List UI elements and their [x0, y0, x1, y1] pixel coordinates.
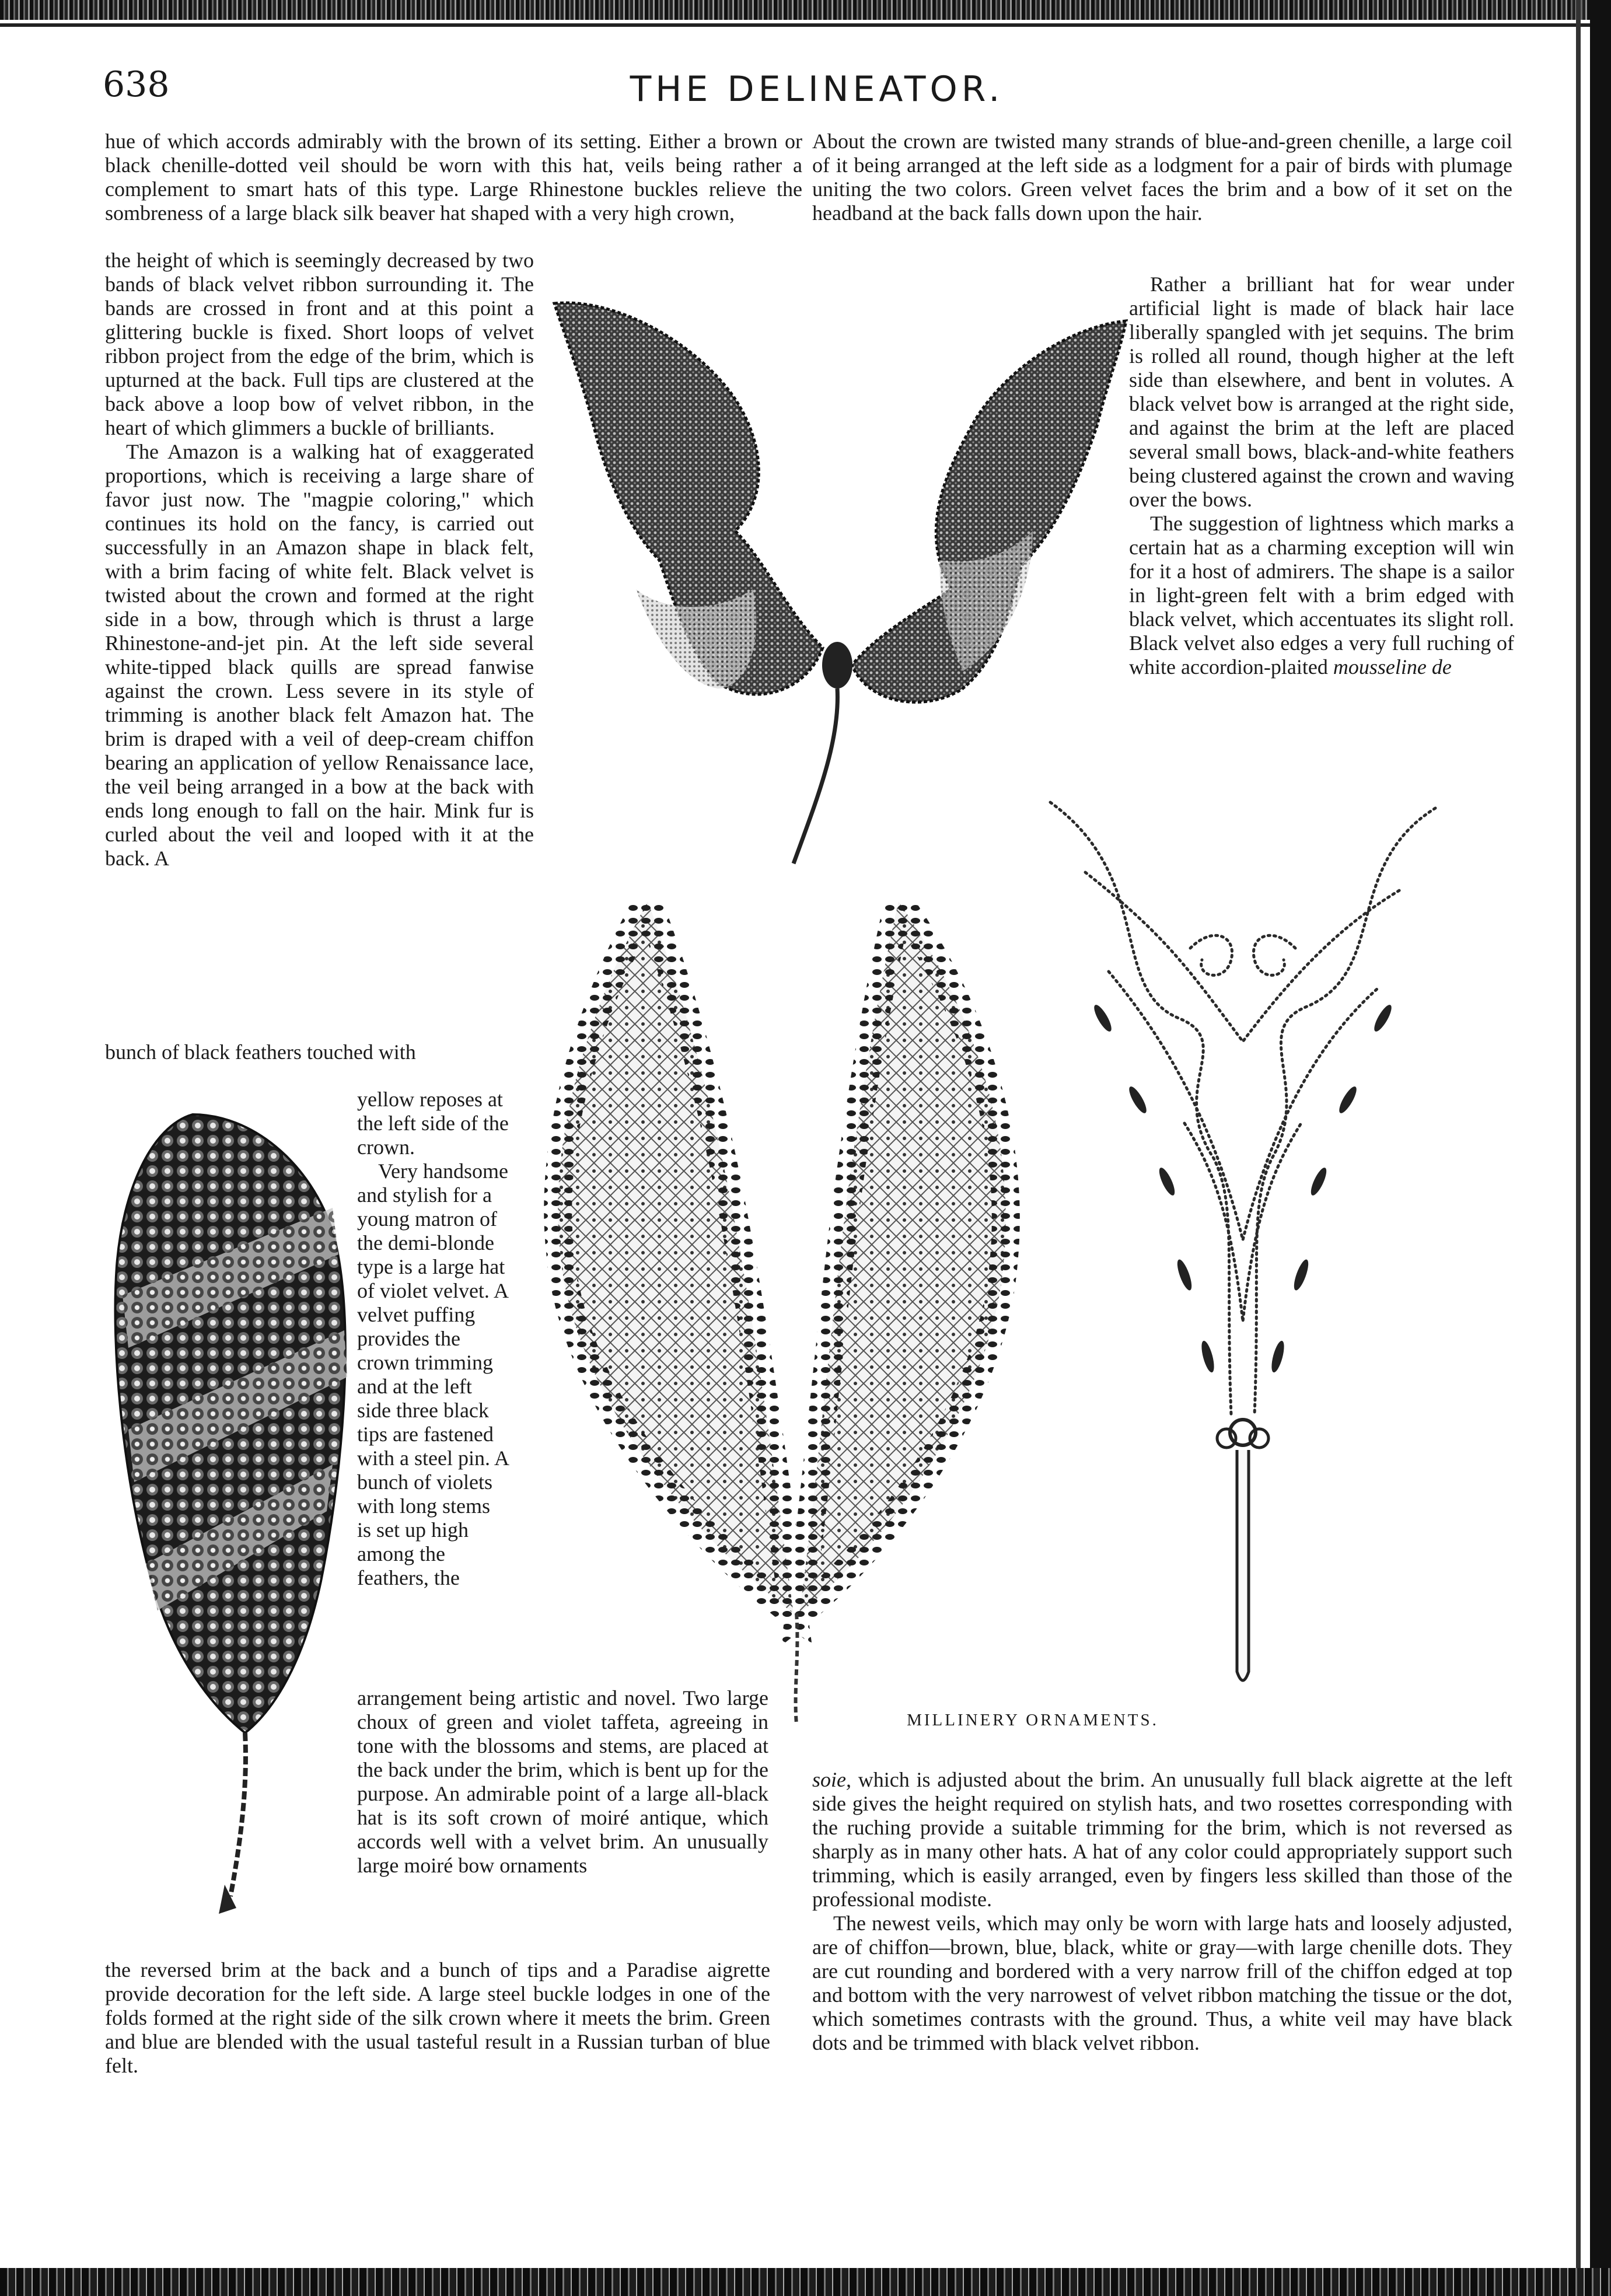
scan-edge-right [1590, 0, 1611, 2296]
paragraph: Very handsome and stylish for a young matron of the demi-blonde type is a large hat of violet velvet. A velvet puffing provides the crown trimming and at the left side three black tips are fastened with a steel pin. A bunch of violets with long stems is set up high among the feathers, the [357, 1159, 508, 1589]
col2-block-bottom [812, 1768, 1512, 2055]
scan-edge-bottom [0, 2268, 1611, 2296]
right-wing [852, 321, 1126, 702]
aigrette-pin [1237, 1450, 1249, 1680]
paragraph: yellow reposes at the left side of the crown. [357, 1088, 509, 1159]
top-rule [0, 23, 1611, 27]
scan-edge-top [0, 0, 1611, 20]
paragraph: Rather a brilliant hat for wear under artificial light is made of black hair lace liberally spangled with jet sequins. The brim is rolled all round, though higher at the left side than elsewhere, and bent in volutes. A black velvet bow is arranged at the right side, and against the brim at the left are placed several small bows, black-and-white feathers being clustered against the crown and waving over the bows. [1129, 272, 1514, 511]
italic-term: mousseline de [1333, 655, 1452, 679]
col1-block-beside-figure [105, 249, 534, 871]
aigrette-ornament-illustration [1039, 796, 1447, 1695]
beaded-chain [1184, 1123, 1301, 1322]
right-leaf [799, 901, 1006, 1613]
paragraph: The Amazon is a walking hat of exaggerated proportions, which is receiving a large share of favor just now. The "magpie coloring," which continues its hold on the fancy, is carried out successfully in an Amazon shape in black felt, with a brim facing of white felt. Black velvet is twisted about the crown and formed at the right side in a bow, through which is thrust a large Rhinestone-and-jet pin. At the left side several white-tipped black quills are spread fanwise against the crown. Less severe in its style of trimming is another black felt Amazon hat. The brim is draped with a veil of deep-cream chiffon bearing an application of yellow Renaissance lace, the veil being arranged in a bow at the back with ends long enough to fall on the hair. Mink fur is curled about the veil and looped with it at the back. A [105, 440, 534, 870]
paragraph [812, 1768, 1512, 1911]
paragraph: the height of which is seemingly decreased by two bands of black velvet ribbon surrounding it. The bands are crossed in front and at this point a glittering buckle is fixed. Short loops of velvet ribbon project from the edge of the brim, which is upturned at the back. Full tips are clustered at the back above a loop bow of velvet ribbon, in the heart of which glimmers a buckle of brilliants. [105, 249, 534, 439]
scan-edge-right-rule [1576, 0, 1581, 2296]
page-number: 638 [103, 64, 170, 105]
beaded-chain [1254, 808, 1435, 1415]
beaded-scroll [1190, 935, 1232, 975]
paragraph: arrangement being artistic and novel. Two large choux of green and violet taffeta, agreeing in tone with the blossoms and stems, are placed at the back under the brim, which is bent up for the purpose. An admirable point of a large all-black hat is its soft crown of moiré antique, which accords well with a velvet brim. An unusually large moiré bow ornaments [357, 1686, 768, 1877]
col1-block-top [105, 130, 802, 225]
left-wing [554, 303, 823, 694]
paragraph: the reversed brim at the back and a bunch of tips and a Paradise aigrette provide decoration for the left side. A large steel buckle lodges in one of the folds formed at the right side of the silk crown where it meets the brim. Green and blue are blended with the usual tasteful result in a Russian turban of blue felt. [105, 1958, 770, 2077]
col2-block-beside-figure [1129, 272, 1514, 679]
leaf-ornament-illustration [537, 901, 1039, 1730]
paragraph: bunch of black feathers touched with [105, 1040, 416, 1064]
figure-caption: MILLINERY ORNAMENTS. [907, 1711, 1159, 1729]
beaded-chain [1109, 971, 1377, 1240]
aigrette-knot [1217, 1420, 1268, 1448]
col2-block-top [812, 130, 1512, 225]
feather-quill [230, 1733, 246, 1896]
paragraph: hue of which accords admirably with the brown of its setting. Either a brown or black chenille-dotted veil should be worn with this hat, veils being rather a complement to smart hats of this type. Large Rhinestone buckles relieve the sombreness of a large black silk beaver hat shaped with a very high crown, [105, 130, 802, 225]
paragraph: The newest veils, which may only be worn with large hats and loosely adjusted, are of chiffon—brown, blue, black, white or gray—with large chenille dots. They are cut rounding and bordered with a very narrow frill of the chiffon edged at top and bottom with the very narrowest of velvet ribbon matching the tissue or the dot, which sometimes contrasts with the ground. Thus, a white veil may have black dots and be trimmed with black velvet ribbon. [812, 1911, 1512, 2054]
sequin-feather-ornament-illustration [99, 1103, 362, 1937]
paragraph-text: which is adjusted about the brim. An unusually full black aigrette at the left side gives the height required on stylish hats, and two rosettes corresponding with the ruching provide a suitable trimming for the brim, which is not reversed as sharply as in many other hats. A hat of any color could appropriately support such trimming, which is easily arranged, even by fingers less skilled than those of the professional modiste. [812, 1768, 1512, 1911]
paragraph [1129, 512, 1514, 679]
col1-block-bottom [105, 1958, 770, 2078]
running-head: THE DELINEATOR. [630, 69, 1004, 110]
beaded-scroll [1253, 935, 1295, 975]
col1-block-mid [105, 1040, 519, 1064]
paragraph: About the crown are twisted many strands of blue-and-green chenille, a large coil of it being arranged at the left side as a lodgment for a pair of birds with plumage uniting the two colors. Green velvet faces the brim and a bow of it set on the headband at the back falls down upon the hair. [812, 130, 1512, 225]
paragraph-text: The suggestion of lightness which marks a certain hat as a charming exception will win for it a host of admirers. The shape is a sailor in light-green felt with a brim edged with black velvet, which accentuates its slight roll. Black velvet also edges a very full ruching of white accordion-plaited [1129, 512, 1514, 679]
left-leaf [558, 901, 794, 1613]
italic-term: soie, [812, 1768, 851, 1791]
col1-narrow-column [357, 1088, 509, 1590]
